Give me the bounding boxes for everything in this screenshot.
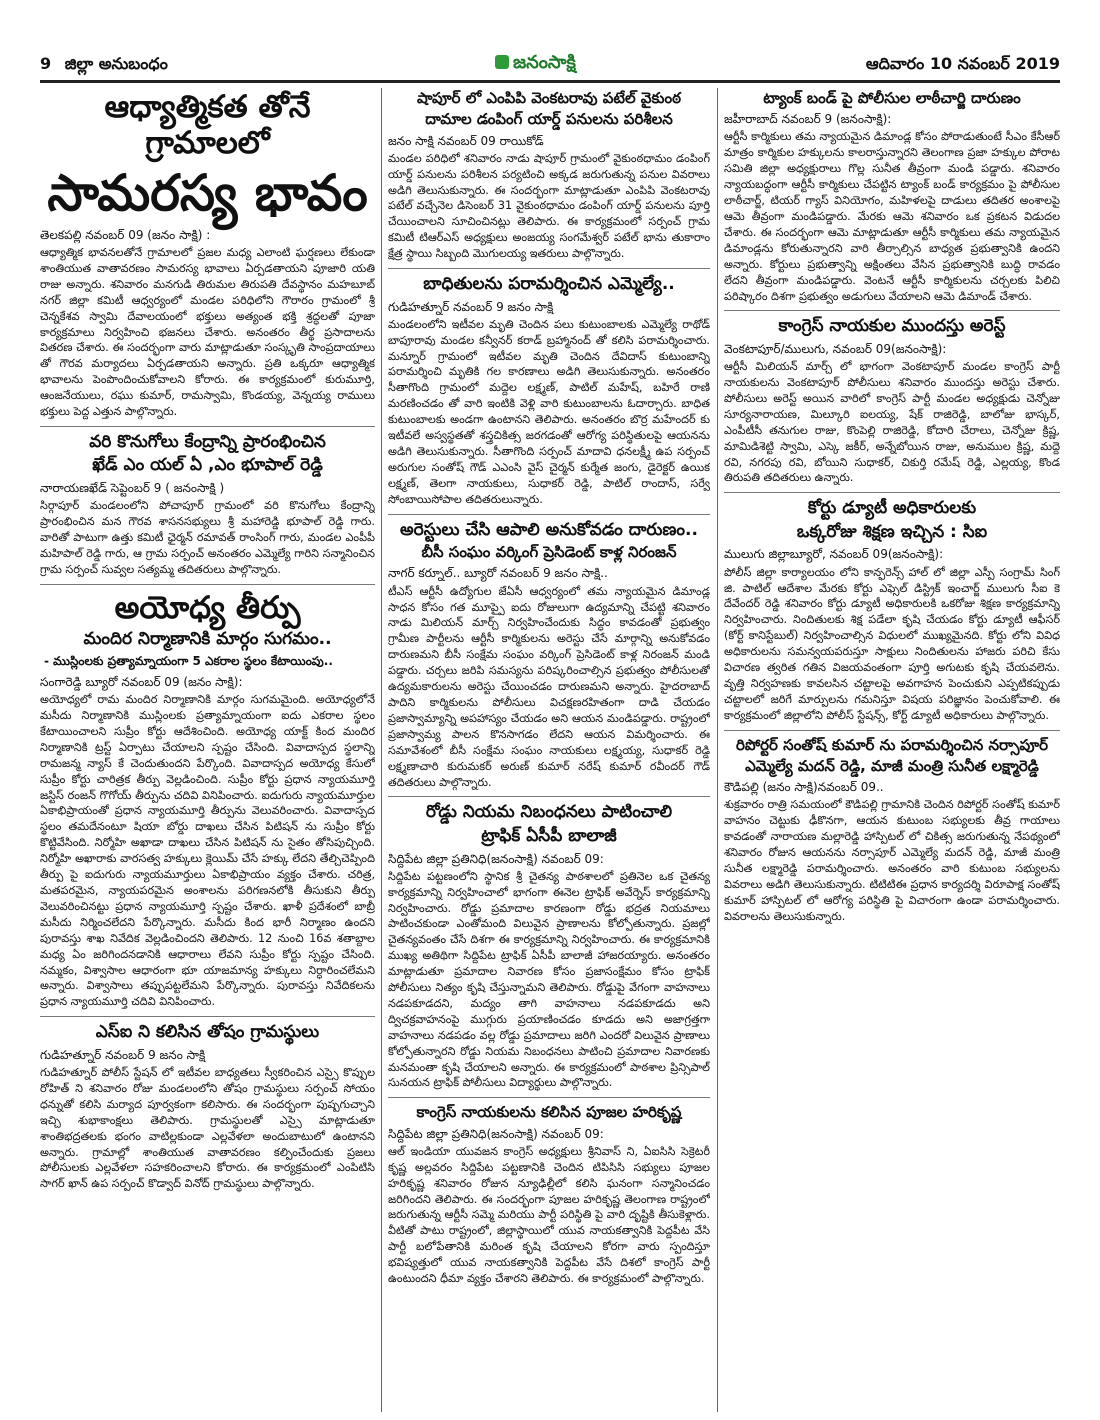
- article-tankbund: [724, 90, 1060, 304]
- article-body: పోలీస్ జిల్లా కార్యాలయం లోని కాన్ఫరెన్స్ హాల్ లో జిల్లా ఎస్పీ సంగ్రామ్ సింగ్ జి. పాటిల్ ఆదేశాల మేరకు కోర్టు ఎఫ్సెల్ డిస్ట్రిక్ ఇంచార్జ్ ములుగు సీఐ కె దేవేందర్ రెడ్డి శనివారం కోర్టు డ్యూటీ అధికారులకి ఒకరోజు శిక్షణ కార్యక్రమాన్ని నిర్వహించారు. నిందితులకు శిక్ష పడేలా కృషి చేయడం కోర్టు డ్యూటీ ఆఫీసర్ (కోర్ట్ కానిస్టేబుల్) నిర్వహించాల్సిన విధులలో ముఖ్యమైనది. కోర్టు లోని వివిధ అధికారులను సమన్వయపరుస్తూ సాక్షులు నిందితులను హాజరు పరిచి కేసు విచారణ త్వరిత గతిన విజయవంతంగా పూర్తి అగుటకు కృషి చేయవలెను. వృత్తి నిర్వహణకు కావలసిన చట్టాలపై అవగాహన పెంచుకుని ఎప్పటికప్పుడు చట్టాలలో జరిగే మార్పులను గమనిస్తూ విషయ పరిజ్ఞానం పెంచుకోవాలి. ఈ కార్యక్రమంలో జిల్లాలోని పోలీస్ స్టేషన్స్, కోర్ట్ డ్యూటీ అధికారులు పాల్గొన్నారు.: [724, 565, 1060, 722]
- article-separator: [40, 584, 375, 585]
- article-headline: కోర్టు డ్యూటీ అధికారులకు: [807, 498, 977, 519]
- article-separator: [388, 514, 710, 515]
- article-headline-line2: ఎమ్మెల్యే మదన్ రెడ్డి, మాజీ మంత్రి సునీత లక్ష్మారెడ్డి: [745, 756, 1039, 775]
- article-headline: అయోధ్య తీర్పు: [114, 589, 301, 626]
- article-body: శుక్రవారం రాత్రి సమయంలో కౌడిపల్లి గ్రామానికి చెందిన రిపోర్టర్ సంతోష్ కుమార్ వాహనం చెట్టుకు ఢీకొనగా, ఆయన కుటుంబ సభ్యులకు తీవ్ర గాయాలు కావడంతో నారాయణ మల్లారెడ్డి హాస్పిటల్ లో చికిత్స జరుగుతున్న నేపథ్యంలో శనివారం రోజున ఆయనను నర్సాపూర్ ఎమ్మెల్యే మదన్ రెడ్డి, మాజీ మంత్రి సునీత లక్ష్మారెడ్డి పరామర్శించారు. అనంతరం వారి కుటుంబ సభ్యులను వివరాలు అడిగి తెలుసుకున్నారు. టిటిటిఈ ప్రధాన కార్యదర్శి విరూపాక్ష సంతోష్ కుమార్ హాస్పిటల్ లో ఆరోగ్య పరిస్థితి పై విచారంగా ఉండా పరామర్శించారు. వివరాలను తెలుసుకున్నారు.: [724, 798, 1060, 923]
- article-headline: కాంగ్రెస్ నాయకులను కలిసిన పూజల హరికృష్ణ: [416, 1103, 682, 1122]
- article-ayodhya: [40, 591, 375, 1011]
- article-dateline: నారాయణఖేడ్ సెప్టెంబర్ 9 ( జనంసాక్షి ): [40, 481, 225, 496]
- masthead: [40, 52, 1060, 83]
- article-headline-line2: ఒక్కరోజు శిక్షణ ఇచ్చిన : సిఐ: [796, 521, 988, 542]
- column-right: [724, 88, 1060, 1412]
- article-dateline: జనం సాక్షి నవంబర్ 09 రాయికోడ్: [388, 133, 544, 148]
- article-separator: [724, 310, 1060, 311]
- page-info: [40, 54, 168, 77]
- article-headline-line2: ట్రాఫిక్ ఏసీపీ బాలాజీ: [481, 825, 617, 846]
- article-dateline: ములుగు జిల్లాబ్యూరో, నవంబర్ 09(జనంసాక్షి):: [724, 547, 944, 562]
- article-esi: [40, 1023, 375, 1192]
- article-roads: [388, 803, 710, 1091]
- page-number: 9: [40, 54, 52, 73]
- article-dateline: సిద్దిపేట జిల్లా ప్రతినిధి(జనంసాక్షి) నవంబర్ 09:: [388, 1126, 604, 1141]
- logo-leaf-icon: [495, 55, 509, 69]
- newspaper-logo: [495, 52, 576, 77]
- article-dateline: జహీరాబాద్ నవంబర్ 9 (జనంసాక్షి):: [724, 112, 892, 127]
- article-headline: ఆధ్యాత్మికత తోనే గ్రామాలలో: [104, 89, 311, 161]
- article-headline-line2: దామాల డంపింగ్ యార్డ్ పనులను పరిశీలన: [425, 110, 673, 129]
- article-congress-arrest: [724, 317, 1060, 486]
- article-body: మండలంలోని ఇటీవల మృతి చెందిన పలు కుటుంబాలకు ఎమ్మెల్యే రాథోడ్ బాపూరావు మండల కన్వీనర్ కరాడ్ బ్రహ్మానంద్ తో కలిసి పరామర్శించారు. మన్నూర్ గ్రామంలో ఇటీవల మృతి చెందిన దేవిదాస్ కుటుంబాన్ని పరామర్శించి మృతికి గల కారణాలు అడిగి తెలుసుకున్నారు. అనంతరం సీతాగొంది గ్రామంలో మద్దెల లక్ష్మణ్, పాటిల్ మహేష్, బహిరే రాణి మరణించడం తో వారి ఇంటికి వెళ్లి వారి కుటుంబాలను ఓదార్చారు. బాధిత కుటుంబాలకు అండగా ఉంటానని తెలిపారు. అనంతరం బొర్ర మహేందర్ కు ఇటీవలే అస్వస్థతతో శస్త్రచికిత్స జరగడంతో ఆరోగ్య పరిస్థితులపై ఆయనను అడిగి తెలుసుకున్నారు. సీతాగొంది సర్పంచ్ మాదావి ధనలక్ష్మీ ఉప సర్పంచ్ అరుగుల సంతోష్ గౌడ్ ఎఎంసి వైస్ చైర్మన్ కుర్మేత జంగు, డైరెక్టర్ ఉయిక లక్ష్మణ్, తెలగా నాయకులు, సుధాకర్ రెడ్డి, పాటిల్ రాందాస్, సర్వే సోంబాయిసోపాల తదితరులున్నారు.: [388, 317, 710, 506]
- article-body: సిద్దిపేట పట్టణంలోని స్థానిక శ్రీ చైతన్య పాఠశాలలో ప్రతినెల ఒక చైతన్య కార్యక్రమాన్ని నిర్వహించాలో భాగంగా ఈనెల ట్రాఫిక్ అవేర్నెస్ కార్యక్రమాన్ని నిర్వహించారు. రోడ్డు ప్రమాదాల కారణంగా రోడ్డు భద్రత నియమాలు పాటించకుండా ఎంతోమంది విలువైన ప్రాణాలను కోల్పోతున్నారు. ప్రజల్లో చైతన్యవంతం చేసే దిశగా ఈ కార్యక్రమాన్ని నిర్వహించారు. ఈ కార్యక్రమానికి ముఖ్య అతిథిగా సిద్దిపేట ట్రాఫిక్ ఏసీపీ బాలాజీ హాజరయ్యారు. అనంతరం మాట్లాడుతూ ప్రమాదాల నివారణ కోసం ప్రజాసంక్షేమం కోసం ట్రాఫిక్ పోలీసులు నిత్యం కృషి చేస్తున్నామని తెలిపారు. రోడ్డుపై వేగంగా వాహనాలు నడపకూడదని, మద్యం తాగి వాహనాలు నడపకూడదు అని ద్విచక్రవాహనంపై ముగ్గురు ప్రయాణించడం కూడదు అని అజాగ్రత్తగా వాహనాలు నడపడం వల్ల రోడ్డు ప్రమాదాలు జరిగి ఎందరో విలువైన ప్రాణాలు కోల్పోతున్నారని రోడ్డు నియమ నిబంధనలు పాటించి ప్రమాదాల నివారణకు మనమంతా కృషి చేయాలని అన్నారు. ఈ కార్యక్రమంలో పాఠశాల ప్రిన్సిపాల్ సునయన ట్రాఫిక్ పోలీసులు విద్యార్థులు పాల్గొన్నారు.: [388, 869, 710, 1090]
- article-body: ఆల్ ఇండియా యువజన కాంగ్రెస్ అధ్యక్షులు శ్రీనివాస్ ని, ఏఐసిసి సెక్రెటరీ కృష్ణ అల్లవరం సిద్దిపేట పట్టణానికి చెందిన టిపిసిసి సభ్యులు పూజల హరికృష్ణ శనివారం రోజున న్యూఢిల్లీలో కలిసి ఘనంగా సన్మానించడం జరిగిందని తెలిపారు. ఈ సందర్భంగా పూజల హరికృష్ణ తెలంగాణ రాష్ట్రంలో జరుగుతున్న ఆర్టీసీ సమ్మె మరియు పార్టీ పరిస్థితి పై వారి దృష్టికి తీసుకెళ్లారు. వీటితో పాటు రాష్ట్రంలో, జిల్లాస్థాయిలో యువ నాయకత్వానికి పెద్దపీట వేసి పార్టీ బలోపేతానికి మరింత కృషి చేయాలని కోరగా వారు స్పందిస్తూ భవిష్యత్తులో యువ నాయకత్వానికి పెద్దపీట వేసే దిశలో కాంగ్రెస్ పార్టీ ఉంటుందని ధీమా వ్యక్తం చేశారని తెలిపారు. ఈ కార్యక్రమంలో పాల్గొన్నారు.: [388, 1144, 710, 1286]
- article-dateline: కౌడిపల్లి (జనం సాక్షి)నవంబర్ 09..: [724, 780, 884, 795]
- article-dateline: సిద్దిపేట జిల్లా ప్రతినిధి(జనంసాక్షి) నవంబర్ 09:: [388, 851, 604, 866]
- article-body: అయోధ్యలో రామ మందిర నిర్మాణానికి మార్గం సుగమమైంది. అయోధ్యలోనే మసీదు నిర్మాణానికి ముస్లింలకు ప్రత్యామ్నాయంగా ఐదు ఎకరాల స్థలం కేటాయించాలని సుప్రీం కోర్టు ఆదేశించింది. అయోధ్య యాక్ట్ కింద మందిర నిర్మాణానికి ట్రస్ట్ ఏర్పాటు చేయాలని స్పష్టం చేసింది. వివాదాస్పద స్థలాన్ని రామజన్మ న్యాస్ కే చెందుతుందని పేర్కొంది. వివాదాస్పద అయోధ్య కేసులో సుప్రీం కోర్టు చారిత్రక తీర్పు వెల్లడించింది. సుప్రీం కోర్టు ప్రధాన న్యాయమూర్తి జస్టిస్ రంజన్ గొగోయ్ తీర్పును చదివి వినిపించారు. ఐదుగురు న్యాయమూర్తుల ఏకాభిప్రాయంతో ప్రధాన న్యాయమూర్తి తీర్పును వెలువరించారు. వివాదాస్పద స్థలం తమదేనంటూ షియా బోర్డు దాఖలు చేసిన పిటిషన్ ను సుప్రీం కోర్టు కొట్టివేసింది. నిర్మోహి అఖాడా దాఖలు చేసిన పిటిషన్ ను సైతం తోసిపుచ్చింది. నిర్మోహి అఖారాకు వారసత్వ హక్కులు క్లెయిమ్ చేసే హక్కు లేదని తేల్చిచెప్పింది తీర్పు పై ఐదుగురు న్యాయమూర్తులు ఏకాభిప్రాయం వ్యక్తం చేశారు. చరిత్ర, మతపరమైన, న్యాయపరమైన అంశాలను పరిగణనలోకి తీసుకుని తీర్పు వెలువరించినట్టు ప్రధాన న్యాయమూర్తి స్పష్టం చేశారు. ఖాళీ ప్రదేశంలో బాబ్రీ మసీదు నిర్మించలేదని పేర్కొన్నారు. మసీదు కింద భారీ నిర్మాణం ఉందని పురావస్తు శాఖ నివేదిక వెల్లడించిందని తెలిపారు. 12 నుంచి 16వ శతాబ్దాల మధ్య ఏం జరిగిందనడానికి ఆధారాలు లేవని సుప్రీం కోర్టు స్పష్టం చేసింది. నమ్మకం, విశ్వాసాల ఆధారంగా భూ యాజమాన్య హక్కులు నిర్ధారించలేమని అన్నారు. విశ్వాసాలు తప్పుపట్టలేమని పేర్కొన్నారు. పురావస్తు నివేదికలను ప్రధాన న్యాయమూర్తి చదివి వినిపించారు.: [40, 693, 375, 1009]
- article-dateline: గుడిహత్నూర్ నవంబర్ 9 జనం సాక్షి: [40, 1047, 206, 1062]
- article-headline: ఎస్ఐ ని కలిసిన తోషం గ్రామస్థులు: [95, 1022, 320, 1043]
- article-headline: వరి కొనుగోలు కేంద్రాన్ని ప్రారంభించిన: [89, 431, 326, 452]
- article-body: సిర్గాపూర్ మండలంలోని పోచాపూర్ గ్రామంలో వరి కొనుగోలు కేంద్రాన్ని ప్రారంభించిన మన గౌరవ శాసనసభ్యులు శ్రీ మహారెడ్డి భూపాల్ రెడ్డి గారు. వారితో పాటుగా ఉత్తు కమిటీ ఛైర్మన్ రమావత్ రాంసింగ్ గారు, మండల ఎంపీపీ మహిపాల్ రెడ్డి గారు, ఆ గ్రామ సర్పంచ్ అనంతరం ఎమ్మెల్యే గారిని సన్మానించిన గ్రామ సర్పంచ్ సువ్వల సత్యమ్మ తదితరులు పాల్గొన్నారు.: [40, 499, 375, 576]
- article-body: మండల పరిధిలో శనివారం నాడు షాపూర్ గ్రామంలో వైకుంఠధామం డంపింగ్ యార్డ్ పనులను పరిశీలన పర్యటించి అక్కడ జరుగుతున్న పనుల వివరాలు అడిగి తెలుసుకున్నారు. ఈ సందర్భంగా మాట్లాడుతూ ఎంపిపి వెంకటరావు పటేల్ వచ్చేనెల డిసెంబర్ 31 వైకుంఠధామం డంపింగ్ యార్డ్ పనులను పూర్తి చేయించాలని సూచించినట్లు తెలిపారు. ఈ కార్యక్రమంలో సర్పంచ్ గ్రామ కమిటీ టిఆర్ఎస్ అధ్యక్షులు అంజయ్య సంగమేశ్వర్ పటేల్ భాను తుకారాం క్షేత్ర స్థాయి సిబ్బంది మొగులయ్య ఇతరులు పాల్గొన్నారు.: [388, 151, 710, 261]
- column-middle: [388, 88, 710, 1412]
- newspaper-name: జనంసాక్షి: [513, 52, 576, 73]
- column-left: [40, 88, 375, 1412]
- article-separator: [40, 1016, 375, 1017]
- article-separator: [724, 730, 1060, 731]
- article-headline: కాంగ్రెస్ నాయకుల ముందస్తు అరెస్ట్: [778, 316, 1006, 337]
- article-reporter: [724, 737, 1060, 925]
- article-body: టీఎస్ ఆర్టీసీ ఉద్యోగుల జేఏసీ ఆధ్వర్యంలో తమ న్యాయమైన డిమాండ్ల సాధన కోసం గత మూప్పై ఐదు రోజులుగా ఉద్యమాన్ని చేపట్టి శనివారం నాడు మిలియన్ మార్చ్ నిర్వహించేందుకు సిద్ధం కావడంతో ప్రభుత్వం గ్రామీణ పార్టీలను ఆర్టీసీ కార్మికులను అరెస్టు చేసే మార్గాన్ని అనుకోవడం దారుణమని బీసీ సంక్షేమ సంఘం వర్కింగ్ ప్రెసిడెంట్ కాళ్ల నిరంజన్ మండి పడ్డారు. చర్చలు జరిపి సమస్యను పరిష్కరించాల్సిన ప్రభుత్వం పోలీసులతో ఉద్యమకారులను అరెస్టు చేయించడం దారుణమని అన్నారు. హైదరాబాద్ పాదిని కార్మికులను పోలీసులు విచక్షణరహితంగా దాడి చేయడం ప్రజాస్వామ్యాన్ని అపహాస్యం చేయడం అని ఆయన మండిపడ్డారు. రాష్ట్రంలో ప్రజాస్వామ్య పాలన కొనసాగడం లేదని ఆయన విమర్శించారు. ఈ సమావేశంలో బీసీ సంక్షేమ సంఘం నాయకులు లక్ష్మయ్య, సుధాకర్ రెడ్డి లక్ష్మణాచారి కురుమకర్ అరుణ్ కుమార్ నరేష్ కుమార్ రవీందర్ గౌడ్ తదితరులు పాల్గొన్నారు.: [388, 584, 710, 789]
- article-subhead: - ముస్లింలకు ప్రత్యామ్నాయంగా 5 ఎకరాల స్థలం కేటాయింపు..: [44, 653, 333, 668]
- article-dateline: సంగారెడ్డి బ్యూరో నవంబర్ 09 (జనం సాక్షి):: [40, 674, 243, 689]
- article-headline: బాధితులను పరామర్శించిన ఎమ్మెల్యే..: [423, 274, 675, 295]
- article-separator: [388, 268, 710, 269]
- article-badhithulu: [388, 275, 710, 508]
- article-headline: షాపూర్ లో ఎంపిపి వెంకటరావు పటేల్ వైకుంఠ: [417, 89, 681, 107]
- article-dateline: తెలకపల్లి నవంబర్ 09 (జనం సాక్షి) :: [40, 227, 211, 242]
- article-dateline: వెంకటాపూర్/ములుగు, నవంబర్ 09(జనంసాక్షి):: [724, 341, 947, 356]
- article-separator: [724, 492, 1060, 493]
- article-headline: అరెస్టులు చేసి ఆపాలి అనుకోవడం దారుణం..: [400, 519, 698, 540]
- article-separator: [388, 796, 710, 797]
- article-headline: రోడ్డు నియమ నిబంధనలు పాటించాలి: [425, 802, 673, 823]
- article-dateline: గుడిహత్నూర్ నవంబర్ 9 జనం సాక్షి: [388, 299, 554, 314]
- issue-date: ఆదివారం 10 నవంబర్ 2019: [865, 54, 1060, 73]
- article-shapur: [388, 90, 710, 262]
- article-body: ఆర్టీసీ మిలియన్ మార్చ్ లో భాగంగా వెంకటాపూర్ మండల కాంగ్రెస్ పార్టీ నాయకులను వెంకటాపూర్ పోలీసులు శనివారం ముందస్తు అరెస్టు చేశారు. పోలీసులు అరెస్ట్ అయిన వారిలో కాంగ్రెస్ పార్టీ మండల అధ్యక్షుడు చెన్నోజు సూర్యనారాయణ, మిల్కూరి ఐలయ్య, షేక్ రాజిరెడ్డి, బాలోజు భాస్కర్, ఎంపీటీసీ తనుగుల రాజు, కొంపెల్లి రాజిరెడ్డి, కోదారి చేరాలు, చెన్నోజు క్రిష్ణ, మామిడిశెట్టి స్వామి, ఎస్కె జకీర్, అన్నేబోయిన రాజు, అనుముల క్రిష్ణ, మద్దె రవి, నగరపు రవి, బోయిని సుధాకర్, చికుర్తి రమేష్ రెడ్డి, ఎల్లయ్య, కొండ తిరుపతి తదితరులు ఉన్నారు.: [724, 360, 1060, 485]
- article-separator: [40, 426, 375, 427]
- column-divider: [381, 88, 382, 1412]
- article-headline: రిపోర్టర్ సంతోష్ కుమార్ ను పరామర్శించిన నర్సాపూర్: [735, 735, 1048, 754]
- article-headline: ట్యాంక్ బండ్ పై పోలీసుల లాఠీచార్జి దారుణం: [763, 89, 1021, 107]
- section-name: జిల్లా అనుబంధం: [64, 54, 168, 73]
- article-vari: [40, 433, 375, 578]
- article-headline-main: సామరస్య భావం: [47, 164, 368, 223]
- article-congress-puja: [388, 1104, 710, 1287]
- article-court-duty: [724, 499, 1060, 723]
- article-headline-line2: ఖేడ్ ఎం యల్ ఏ ,ఎం భూపాల్ రెడ్డి: [92, 455, 323, 476]
- article-body: ఆధ్యాత్మిక భావనలతోనే గ్రామాలలో ప్రజల మధ్య ఎలాంటి ఘర్షణలు లేకుండా శాంతియుత వాతావరణం సామరస్య భావాలు ఏర్పడతాయని పూజారి యతి రాజు అన్నారు. శనివారం మనగుడి తిరుమల తిరుపతి దేవస్థానం మహబూబ్ నగర్ జిల్లా కమిటీ ఆధ్వర్యంలో మండల పరిధిలోని గౌరారం గ్రామంలో శ్రీ చెన్నకేశవ స్వామి దేవాలయంలో భక్తులు అత్యంత భక్తి శ్రద్ధలతో పూజా కార్యక్రమాలు నిర్వహించి భజనలు చేశారు. అనంతరం తీర్థ ప్రసాదాలను వితరణ చేశారు. ఈ సందర్భంగా వారు మాట్లాడుతూ సంస్కృతి సాంప్రదాయాలు తో గౌరవ మర్యాదలు ఏర్పడతాయని అన్నారు. ప్రతి ఒక్కరూ ఆధ్యాత్మిక భావాలను పెంపొందించుకోవాలని కోరారు. ఈ కార్యక్రమంలో కురుమూర్తి, ఆంజనేయులు, రఘు కుమార్, రామస్వామి, కొండయ్య, వెన్నయ్య రాములు భక్తులు పెద్ద ఎత్తున పాల్గొన్నారు.: [40, 245, 375, 419]
- article-headline-line2: మందిర నిర్మాణానికి మార్గం సుగమం..: [83, 629, 332, 650]
- column-divider: [717, 88, 718, 1412]
- article-subhead: బీసీ సంఘం వర్కింగ్ ప్రెసిడెంట్ కాళ్ల నిరంజన్: [421, 543, 677, 562]
- article-samarasya: [40, 90, 375, 420]
- article-body: గుడిహత్నూర్ పోలీస్ స్టేషన్ లో ఇటీవల బాధ్యతలు స్వీకరించిన ఎస్సై కొప్పుల రోహిత్ ని శనివారం రోజు మండలంలోని తోషం గ్రామస్థులు సర్పంచ్ సోయం ధన్నుతో కలిసి మర్యాద పూర్వకంగా కలిసారు. ఈ సందర్భంగా పుష్పగుచ్చాని ఇచ్చి శుభాకాంక్షలు తెలిపారు. గ్రామస్థులతో ఎస్సై మాట్లాడుతూ శాంతిభద్రతలకు భంగం వాటిల్లకుండా ఎల్లవేళలా అందుబాటులో ఉంటానని అన్నారు. గ్రామాల్లో శాంతియుత వాతావరణం కల్పించేందుకు ప్రజలు పోలీసులకు ఎల్లవేళలా సహకరించాలని కోరారు. ఈ కార్యక్రమంలో ఎంపిటిసి సాగర్ ఖాన్ ఉప సర్పంచ్ కొడ్వాద్ వినోద్ గ్రామస్థులు పాల్గొన్నారు.: [40, 1065, 375, 1191]
- article-separator: [388, 1097, 710, 1098]
- article-dateline: నాగర్ కర్నూల్.. బ్యూరో నవంబర్ 9 జనం సాక్షి..: [388, 566, 608, 581]
- article-arrests: [388, 521, 710, 791]
- article-body: ఆర్టీసీ కార్మికులు తమ న్యాయమైన డిమాండ్ల కోసం పోరాడుతుంటే సీఎం కేసీఆర్ మాత్రం కార్మికుల హక్కులను కాలరాస్తున్నారని తెలంగాణ ప్రజా హక్కుల పోరాట సమితి జిల్లా అధ్యక్షురాలు గొల్ల సునీత తీవ్రంగా మండి పడ్డారు. శనివారం న్యాయబద్ధంగా ఆర్టీసీ కార్మికులు చేపట్టిన ట్యాంక్ బండ్ కార్యక్రమం పై పోలీసుల లాఠీచార్జ్, టియర్ గ్యాస్ వినియోగం, మహిళలపై దాడులు తదితర అంశాలపై ఆమె తీవ్రంగా మండిపడ్డారు. మేరకు ఆమె శనివారం ఒక ప్రకటన విడుదల చేశారు. ఈ సందర్భంగా ఆమె మాట్లాడుతూ ఆర్టీసీ కార్మికులు తమ న్యాయమైన డిమాండ్లను కోరుతున్నారని వారి తీర్చాల్సిన బాధ్యత ప్రభుత్వానికి ఉందని అన్నారు. కోర్టులు ప్రభుత్వాన్ని అక్షింతలు వేసిన ప్రభుత్వానికి బుద్ధి రావడం లేదని తీవ్రంగా మండిపడ్డారు. వెంటనే ఆర్టీసీ కార్మికులను చర్చలకు పిలిచి పరిష్కారం దిశగా ప్రభుత్వం అడుగులు వేయాలని ఆమె డిమాండ్ చేశారు.: [724, 130, 1060, 303]
